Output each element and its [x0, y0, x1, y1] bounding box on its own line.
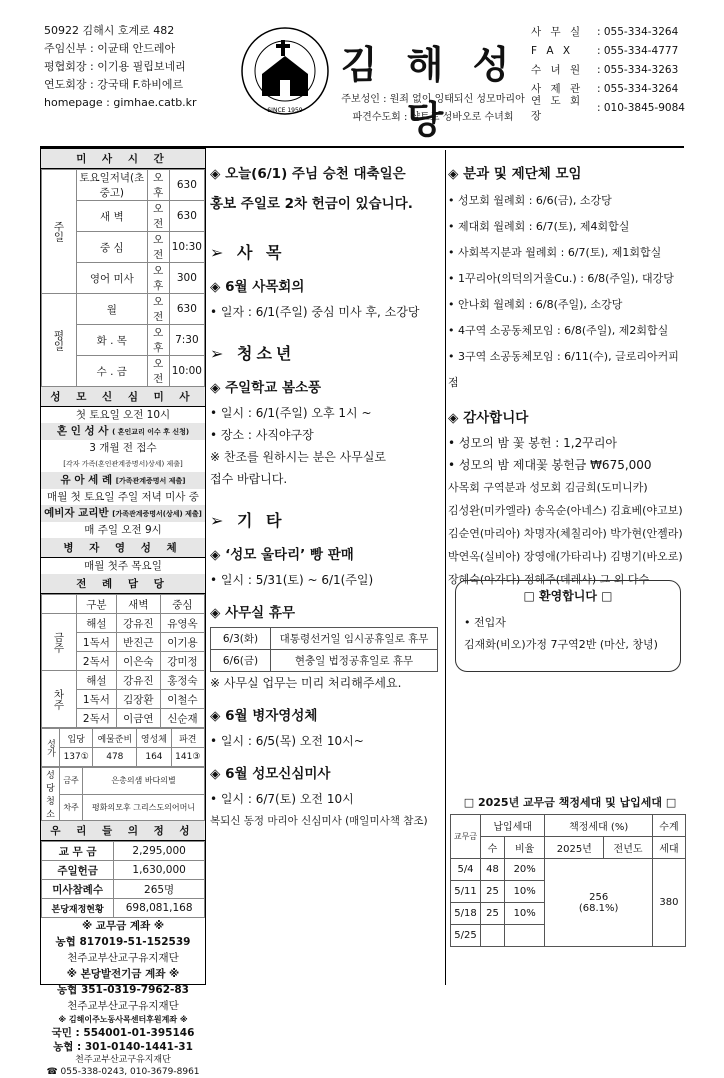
office-closed-title: ◈ 사무실 휴무 — [210, 605, 295, 621]
offering-table: 교 무 금 2,295,000 주일헌금 1,630,000 미사참례수 265명 본당재정현황 698,081,168 — [41, 841, 205, 918]
page-title: 김 해 성 당 — [340, 43, 518, 142]
account3-tel: ☎ 055-338-0243, 010-3679-8961 — [46, 1067, 200, 1077]
office-closed-table: 6/3(화) 대통령선거일 임시공휴일로 휴무 6/6(금) 현충일 법정공휴일로 휴무 — [210, 627, 438, 672]
marian-title: ◈ 6월 성모신심미사 — [210, 766, 331, 782]
cleaning-table: 성당청소 금주 은총의샘 바다의별 차주 평화의모후 그리스도의어머니 — [41, 767, 205, 821]
contact-memorial: 연 도 회 장 : 010-3845-9084 — [531, 94, 685, 122]
liturgy-table: 구분 새벽 중심 금주 해설 강유진 유영옥 1독서 반진근 이기용 2독서 이은숙 강미정 차주 해설 강유진 홍정숙 1독서 김장환 이철수 2독서 이금연 신순재 — [41, 594, 205, 728]
account3-owner: 천주교부산교구유지재단 — [75, 1055, 171, 1065]
header-info — [44, 22, 234, 112]
hymn-table: 성가 입당 예물준비 영성체 파견 137① 478 164 141③ — [41, 728, 205, 767]
samok-title: ◈ 6월 사목회의 — [210, 279, 305, 295]
meeting-item: • 3구역 소공동체모임 : 6/11(수), 글로리아커피점 — [448, 350, 679, 389]
sick-communion-title: 병 자 영 성 체 — [41, 538, 205, 558]
sick-title: ◈ 6월 병자영성체 — [210, 708, 318, 724]
contact-convent: 수 녀 원 : 055-334-3263 — [531, 63, 679, 76]
right-column — [448, 150, 688, 591]
section-samok: ➢ 사 목 — [210, 243, 286, 262]
meeting-item: • 안나회 월례회 : 6/8(주일), 소강당 — [448, 298, 623, 311]
offering-title: 우 리 들 의 정 성 — [41, 821, 205, 841]
liturgy-title: 전 례 담 당 — [41, 574, 205, 594]
thanks-line2: • 성모의 밤 제대꽃 봉헌금 ₩675,000 — [448, 458, 652, 472]
meetings-title: ◈ 분과 및 제단체 모임 — [448, 166, 582, 182]
thanks-name: 사목회 구역분과 성모회 김금희(도미니카) — [448, 481, 648, 494]
contact-rectory: 사 제 관 : 055-334-3264 — [531, 82, 679, 95]
account3-b: 농협 : 301-0140-1441-31 — [53, 1041, 193, 1053]
sick-line: • 일시 : 6/5(목) 오전 10시~ — [210, 734, 364, 748]
thanks-line1: • 성모의 밤 꽃 봉헌 : 1,2꾸리아 — [448, 436, 618, 450]
youth-line2: • 장소 : 사직야구장 — [210, 428, 314, 442]
account2-number: 농협 351-0319-7962-83 — [57, 984, 189, 996]
memorial-chair: 연도회장 : 강국태 F.하비에르 — [44, 78, 184, 91]
thanks-name: 김성완(미카엘라) 송옥순(아네스) 김효베(야고보) — [448, 504, 683, 517]
youth-note1: ※ 찬조를 원하시는 분은 사무실로 — [210, 450, 387, 464]
mass-times-title: 미 사 시 간 — [41, 149, 205, 169]
svg-text:SINCE 1959: SINCE 1959 — [267, 107, 303, 114]
thanks-name: 장혜숙(아가다) 정혜주(데레사) 그 외 다수 — [448, 573, 650, 586]
meeting-item: • 제대회 월례회 : 6/7(토), 제4회합실 — [448, 220, 630, 233]
contact-list — [531, 22, 711, 122]
wedding-note: [각자 가족(혼인관계증명서)상세) 제출] — [63, 460, 183, 468]
samok-line: • 일자 : 6/1(주일) 중심 미사 후, 소강당 — [210, 305, 420, 319]
welcome-line2: 김재화(비오)가정 7구역2반 (마산, 창녕) — [464, 638, 658, 651]
welcome-box — [455, 580, 681, 672]
marian-note: 복되신 동정 마리아 신심미사 (매일미사책 참조) — [210, 815, 428, 827]
column-divider — [445, 150, 446, 985]
thanks-name: 김순연(마리아) 차명자(체칠리아) 박가현(안젤라) — [448, 527, 683, 540]
fund-title: □ 2025년 교무금 책정세대 및 납입세대 □ — [463, 796, 677, 809]
account3-a: 국민 : 554001-01-395146 — [51, 1027, 195, 1039]
account1-title: ※ 교무금 계좌 ※ — [81, 920, 165, 932]
mass-times-table: 주일 토요일저녁(초중고) 오후 630 새 벽 오전 630 중 심 오전 10:30 영어 미사 오후 300 평일 월 오전 630 화 . 목 오후 7:30 수 . 금 오전 10:00 — [41, 169, 205, 387]
bread-line: • 일시 : 5/31(토) ~ 6/1(주일) — [210, 573, 374, 587]
meeting-item: • 4구역 소공동체모임 : 6/8(주일), 제2회합실 — [448, 324, 669, 337]
council-chair: 평협회장 : 이기용 필립보네리 — [44, 60, 186, 73]
account3-title: ※ 김해이주노동사목센터후원계좌 ※ — [58, 1015, 188, 1024]
wedding-text: 3 개월 전 접수 — [89, 442, 157, 454]
marian-line: • 일시 : 6/7(토) 오전 10시 — [210, 792, 354, 806]
homepage-link[interactable]: homepage : gimhae.catb.kr — [44, 96, 197, 109]
catechism-text: 매 주일 오전 9시 — [84, 524, 162, 536]
youth-title: ◈ 주일학교 봄소풍 — [210, 380, 322, 396]
address: 50922 김해시 호계로 482 — [44, 24, 175, 37]
section-etc: ➢ 기 타 — [210, 511, 286, 530]
dispatched-order: 파견수도회 : 샬트르 성바오로 수녀회 — [352, 112, 514, 123]
welcome-line1: • 전입자 — [464, 616, 506, 629]
sick-communion-text: 매월 첫주 목요일 — [84, 560, 162, 572]
account1-number: 농협 817019-51-152539 — [55, 936, 191, 948]
account1-owner: 천주교부산교구유지재단 — [67, 952, 179, 964]
left-sidebar — [40, 148, 206, 1077]
patron-saint: 주보성인 : 원죄 없이 잉태되신 성모마리아 — [341, 94, 525, 105]
contact-office: 사 무 실 : 055-334-3264 — [531, 25, 679, 38]
meeting-item: • 사회복지분과 월례회 : 6/7(토), 제1회합실 — [448, 246, 662, 259]
baptism-title: 유 아 세 례 [가족관계증명서 제출] — [41, 472, 205, 489]
notice-line1: ◈ 오늘(6/1) 주님 승천 대축일은 — [210, 166, 406, 182]
marian-mass-text: 첫 토요일 오전 10시 — [75, 409, 171, 421]
thanks-name: 박연옥(실비아) 장영애(가타리나) 김병기(바오로) — [448, 550, 683, 563]
contact-fax: F A X : 055-334-4777 — [531, 44, 679, 57]
catechism-title: 예비자 교리반 [가족관계증명서(상세) 제출] — [41, 505, 205, 522]
section-youth: ➢ 청소년 — [210, 344, 296, 363]
marian-mass-title: 성 모 신 심 미 사 — [41, 387, 205, 407]
account2-owner: 천주교부산교구유지재단 — [67, 1000, 179, 1012]
middle-column — [210, 150, 442, 832]
fund-table: 교무금 납입세대 책정세대 (%) 수계 수 비율 2025년 전년도 세대 5/4 48 20% 256 (68.1%) 380 5/11 25 10% 5/18 25 10% 5/25 — [450, 814, 686, 947]
youth-line1: • 일시 : 6/1(주일) 오후 1시 ~ — [210, 406, 372, 420]
pastor: 주임신부 : 이균태 안드레아 — [44, 42, 176, 55]
bread-title: ◈ ‘성모 울타리’ 빵 판매 — [210, 547, 354, 563]
office-note: ※ 사무실 업무는 미리 처리해주세요. — [210, 676, 402, 690]
meeting-item: • 1꾸리아(의덕의거울Cu.) : 6/8(주일), 대강당 — [448, 272, 674, 285]
meeting-item: • 성모회 월례회 : 6/6(금), 소강당 — [448, 194, 612, 207]
thanks-title: ◈ 감사합니다 — [448, 410, 529, 426]
notice-line2: 홍보 주일로 2차 헌금이 있습니다. — [210, 196, 413, 212]
baptism-text: 매월 첫 토요일 주일 저녁 미사 중 — [47, 491, 199, 503]
welcome-title: □ 환영합니다 □ — [523, 589, 613, 603]
account2-title: ※ 본당발전기금 계좌 ※ — [66, 968, 180, 980]
church-logo-icon — [240, 26, 330, 116]
youth-note2: 접수 바랍니다. — [210, 472, 288, 486]
wedding-title: 혼 인 성 사 ( 혼인교리 이수 후 신청) — [41, 423, 205, 440]
